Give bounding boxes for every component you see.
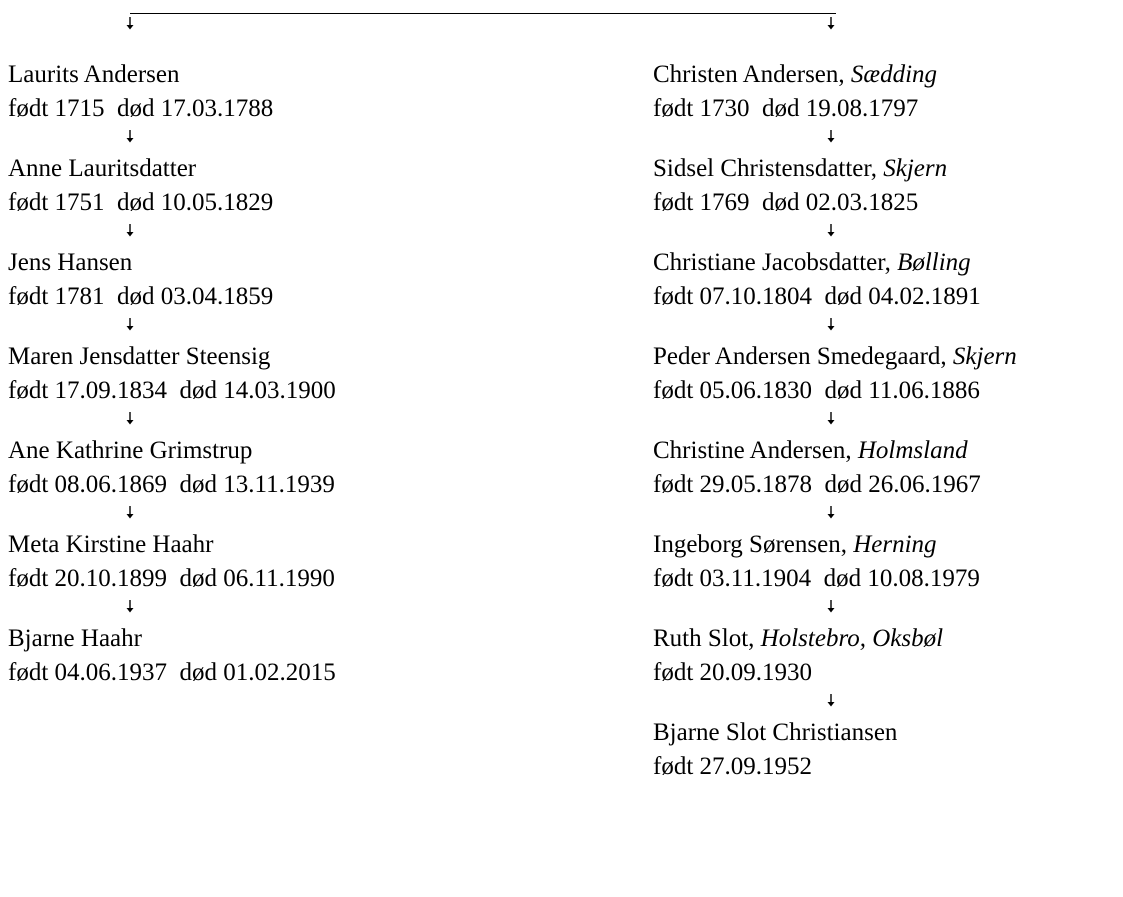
person-entry xyxy=(653,716,897,784)
died-date: 17.03.1788 xyxy=(160,95,274,122)
died-label: død xyxy=(179,659,218,686)
born-label: født xyxy=(653,283,694,310)
died-label: død xyxy=(824,377,863,404)
born-date: 1781 xyxy=(54,283,105,310)
born-label: født xyxy=(8,659,49,686)
died-date: 10.08.1979 xyxy=(867,565,980,592)
person-name-line xyxy=(653,246,981,280)
name-place-separator: , xyxy=(845,437,858,464)
born-date: 27.09.1952 xyxy=(699,753,813,780)
died-date: 13.11.1939 xyxy=(223,471,335,498)
down-arrow-icon xyxy=(826,318,836,331)
born-label: født xyxy=(8,95,49,122)
born-label: født xyxy=(653,565,694,592)
born-label: født xyxy=(653,753,694,780)
person-entry xyxy=(653,58,937,126)
born-label: født xyxy=(653,189,694,216)
person-entry xyxy=(653,340,1017,408)
died-date: 04.02.1891 xyxy=(868,283,981,310)
person-dates-line xyxy=(653,374,1017,408)
born-date: 1730 xyxy=(699,95,750,122)
down-arrow-icon xyxy=(826,17,836,30)
person-dates-line xyxy=(653,656,943,690)
born-date: 17.09.1834 xyxy=(54,377,168,404)
person-place: Bølling xyxy=(897,249,971,276)
born-label: født xyxy=(653,95,694,122)
died-date: 02.03.1825 xyxy=(805,189,919,216)
born-label: født xyxy=(653,471,694,498)
person-name-line xyxy=(653,622,943,656)
person-name: Bjarne Slot Christiansen xyxy=(653,719,898,746)
name-place-separator: , xyxy=(884,249,898,276)
person-name-line xyxy=(653,340,1017,374)
died-date: 26.06.1967 xyxy=(868,471,981,498)
person-place: Herning xyxy=(853,531,937,558)
person-name: Christen Andersen xyxy=(653,61,839,88)
born-date: 29.05.1878 xyxy=(699,471,813,498)
born-date: 1715 xyxy=(54,95,105,122)
died-label: død xyxy=(179,565,218,592)
person-name: Sidsel Christensdatter xyxy=(653,155,871,182)
down-arrow-icon xyxy=(826,506,836,519)
died-date: 11.06.1886 xyxy=(868,377,980,404)
person-name: Ane Kathrine Grimstrup xyxy=(8,437,253,464)
person-name: Ingeborg Sørensen xyxy=(653,531,841,558)
person-entry xyxy=(653,528,980,596)
person-dates-line xyxy=(653,186,947,220)
died-label: død xyxy=(762,95,800,122)
born-date: 05.06.1830 xyxy=(699,377,813,404)
person-dates-line xyxy=(653,562,980,596)
person-dates-line xyxy=(653,92,937,126)
born-date: 07.10.1804 xyxy=(699,283,813,310)
born-date: 1751 xyxy=(54,189,105,216)
died-date: 01.02.2015 xyxy=(223,659,336,686)
died-label: død xyxy=(117,283,155,310)
born-label: født xyxy=(8,189,49,216)
person-name: Laurits Andersen xyxy=(8,61,180,88)
died-label: død xyxy=(117,95,155,122)
down-arrow-icon xyxy=(826,694,836,707)
person-place: Skjern xyxy=(883,155,948,182)
person-place: Holstebro, Oksbøl xyxy=(760,625,944,652)
died-date: 03.04.1859 xyxy=(160,283,274,310)
born-label: født xyxy=(8,283,49,310)
born-date: 1769 xyxy=(699,189,750,216)
person-name: Maren Jensdatter Steensig xyxy=(8,343,271,370)
born-date: 03.11.1904 xyxy=(699,565,812,592)
born-label: født xyxy=(8,565,49,592)
person-entry xyxy=(653,622,943,690)
born-label: født xyxy=(653,377,694,404)
born-date: 04.06.1937 xyxy=(54,659,168,686)
person-place: Skjern xyxy=(952,343,1017,370)
person-name: Meta Kirstine Haahr xyxy=(8,531,214,558)
born-label: født xyxy=(8,471,49,498)
person-name-line xyxy=(653,528,980,562)
person-name: Jens Hansen xyxy=(8,249,133,276)
down-arrow-icon xyxy=(826,412,836,425)
died-date: 19.08.1797 xyxy=(805,95,919,122)
born-date: 20.10.1899 xyxy=(54,565,168,592)
person-entry xyxy=(653,434,981,502)
born-date: 20.09.1930 xyxy=(699,659,813,686)
person-name: Peder Andersen Smedegaard xyxy=(653,343,941,370)
died-date: 06.11.1990 xyxy=(223,565,335,592)
name-place-separator: , xyxy=(748,625,761,652)
born-label: født xyxy=(8,377,49,404)
died-label: død xyxy=(824,471,863,498)
person-dates-line xyxy=(653,468,981,502)
person-entry xyxy=(653,246,981,314)
name-place-separator: , xyxy=(840,531,854,558)
person-name-line xyxy=(653,152,947,186)
died-label: død xyxy=(762,189,800,216)
name-place-separator: , xyxy=(870,155,884,182)
person-name: Bjarne Haahr xyxy=(8,625,142,652)
died-date: 14.03.1900 xyxy=(223,377,336,404)
person-name-line xyxy=(653,716,897,750)
person-place: Sædding xyxy=(850,61,938,88)
person-entry xyxy=(653,152,947,220)
died-label: død xyxy=(117,189,155,216)
down-arrow-icon xyxy=(826,224,836,237)
person-dates-line xyxy=(653,750,897,784)
died-label: død xyxy=(823,565,862,592)
born-date: 08.06.1869 xyxy=(54,471,168,498)
name-place-separator: , xyxy=(838,61,851,88)
died-label: død xyxy=(179,377,218,404)
person-name: Ruth Slot xyxy=(653,625,749,652)
person-name: Christiane Jacobsdatter xyxy=(653,249,885,276)
died-label: død xyxy=(824,283,863,310)
person-dates-line xyxy=(653,280,981,314)
person-name-line xyxy=(653,434,981,468)
person-name: Anne Lauritsdatter xyxy=(8,155,197,182)
died-date: 10.05.1829 xyxy=(160,189,274,216)
person-name: Christine Andersen xyxy=(653,437,846,464)
person-place: Holmsland xyxy=(857,437,968,464)
down-arrow-icon xyxy=(826,600,836,613)
born-label: født xyxy=(653,659,694,686)
name-place-separator: , xyxy=(940,343,953,370)
died-label: død xyxy=(179,471,218,498)
person-name-line xyxy=(653,58,937,92)
down-arrow-icon xyxy=(826,130,836,143)
